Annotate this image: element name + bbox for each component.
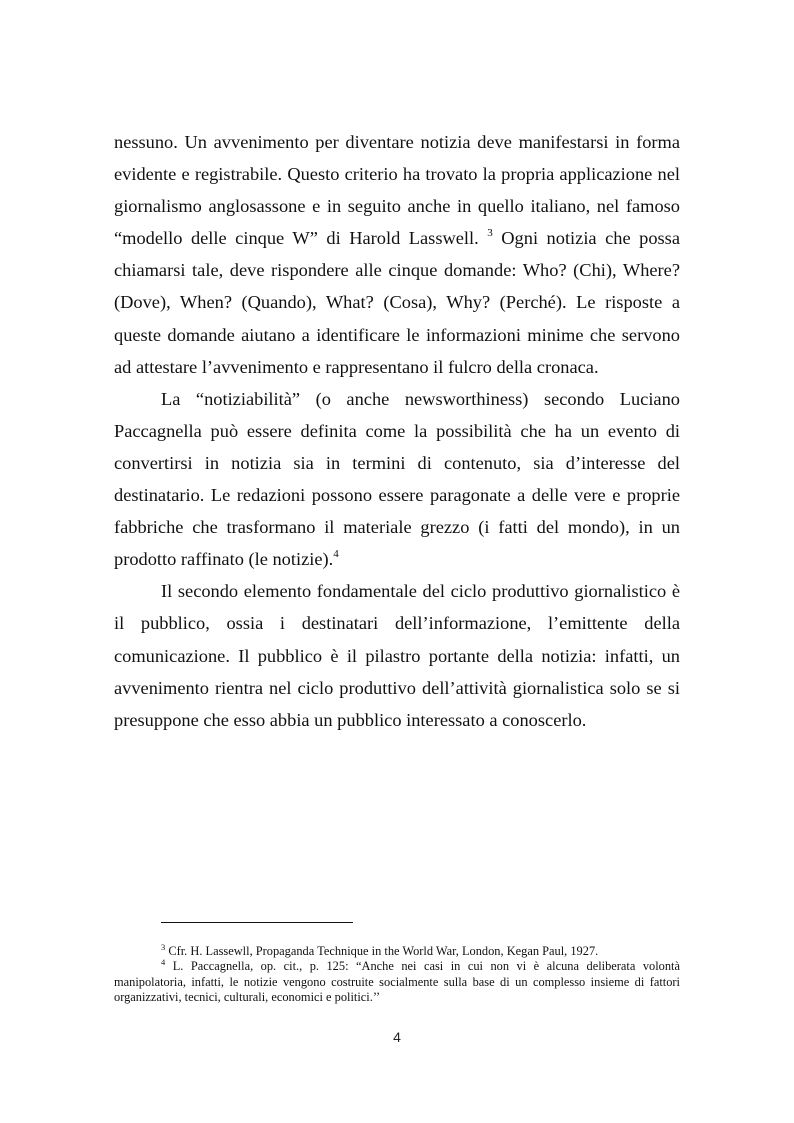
footnote-text: L. Paccagnella, op. cit., p. 125: “Anche nei casi in cui non vi è alcuna deliberata volontà manipolatoria, infatti, le notizie vengono costruite socialmente sulla base di un complesso insieme di fattori organizzativi, tecnici, culturali, economici e politici.’’ [114, 959, 680, 1005]
body-text [114, 126, 680, 736]
footnote-number: 4 [161, 957, 166, 968]
footnote-number: 3 [161, 942, 166, 952]
paragraph-continuation [114, 126, 680, 383]
footnote-reference-3[interactable]: 3 [487, 227, 493, 240]
paragraph-text: nessuno. Un avvenimento per diventare notizia deve manifestarsi in forma evidente e registrabile. Questo criterio ha trovato la propria applicazione nel giornalismo anglosassone e in seguito anche in quello italiano, nel famoso “modello delle cinque W” di Harold Lasswell. [114, 132, 680, 249]
footnote-reference-4[interactable]: 4 [333, 548, 339, 561]
paragraph-notiziabilita [114, 383, 680, 576]
footnote-separator [161, 922, 353, 923]
paragraph-text: Il secondo elemento fondamentale del ciclo produttivo giornalistico è il pubblico, ossia i destinatari dell’informazione, l’emittente della comunicazione. Il pubblico è il pilastro portante della notizia: infatti, un avvenimento rientra nel ciclo produttivo dell’attività giornalistica solo se si presuppone che esso abbia un pubblico interessato a conoscerlo. [114, 581, 680, 730]
footnote-3 [114, 944, 680, 959]
paragraph-text: Ogni notizia che possa chiamarsi tale, deve rispondere alle cinque domande: Who? (Chi), Where? (Dove), When? (Quando), What? (Cosa), Why? (Perché). Le risposte a queste domande aiutano a identificare le informazioni minime che servono ad attestare l’avvenimento e rappresentano il fulcro della cronaca. [114, 228, 680, 377]
paragraph-pubblico [114, 575, 680, 735]
footnote-4 [114, 959, 680, 1005]
footnote-text: Cfr. H. Lassewll, Propaganda Technique in the World War, London, Kegan Paul, 1927. [165, 944, 599, 958]
paragraph-text: La “notiziabilità” (o anche newsworthiness) secondo Luciano Paccagnella può essere definita come la possibilità che ha un evento di convertirsi in notizia sia in termini di contenuto, sia d’interesse del destinatario. Le redazioni possono essere paragonate a delle vere e proprie fabbriche che trasformano il materiale grezzo (i fatti del mondo), in un prodotto raffinato (le notizie). [114, 388, 680, 570]
footnotes [114, 944, 680, 1006]
page-number: 4 [393, 1029, 401, 1045]
